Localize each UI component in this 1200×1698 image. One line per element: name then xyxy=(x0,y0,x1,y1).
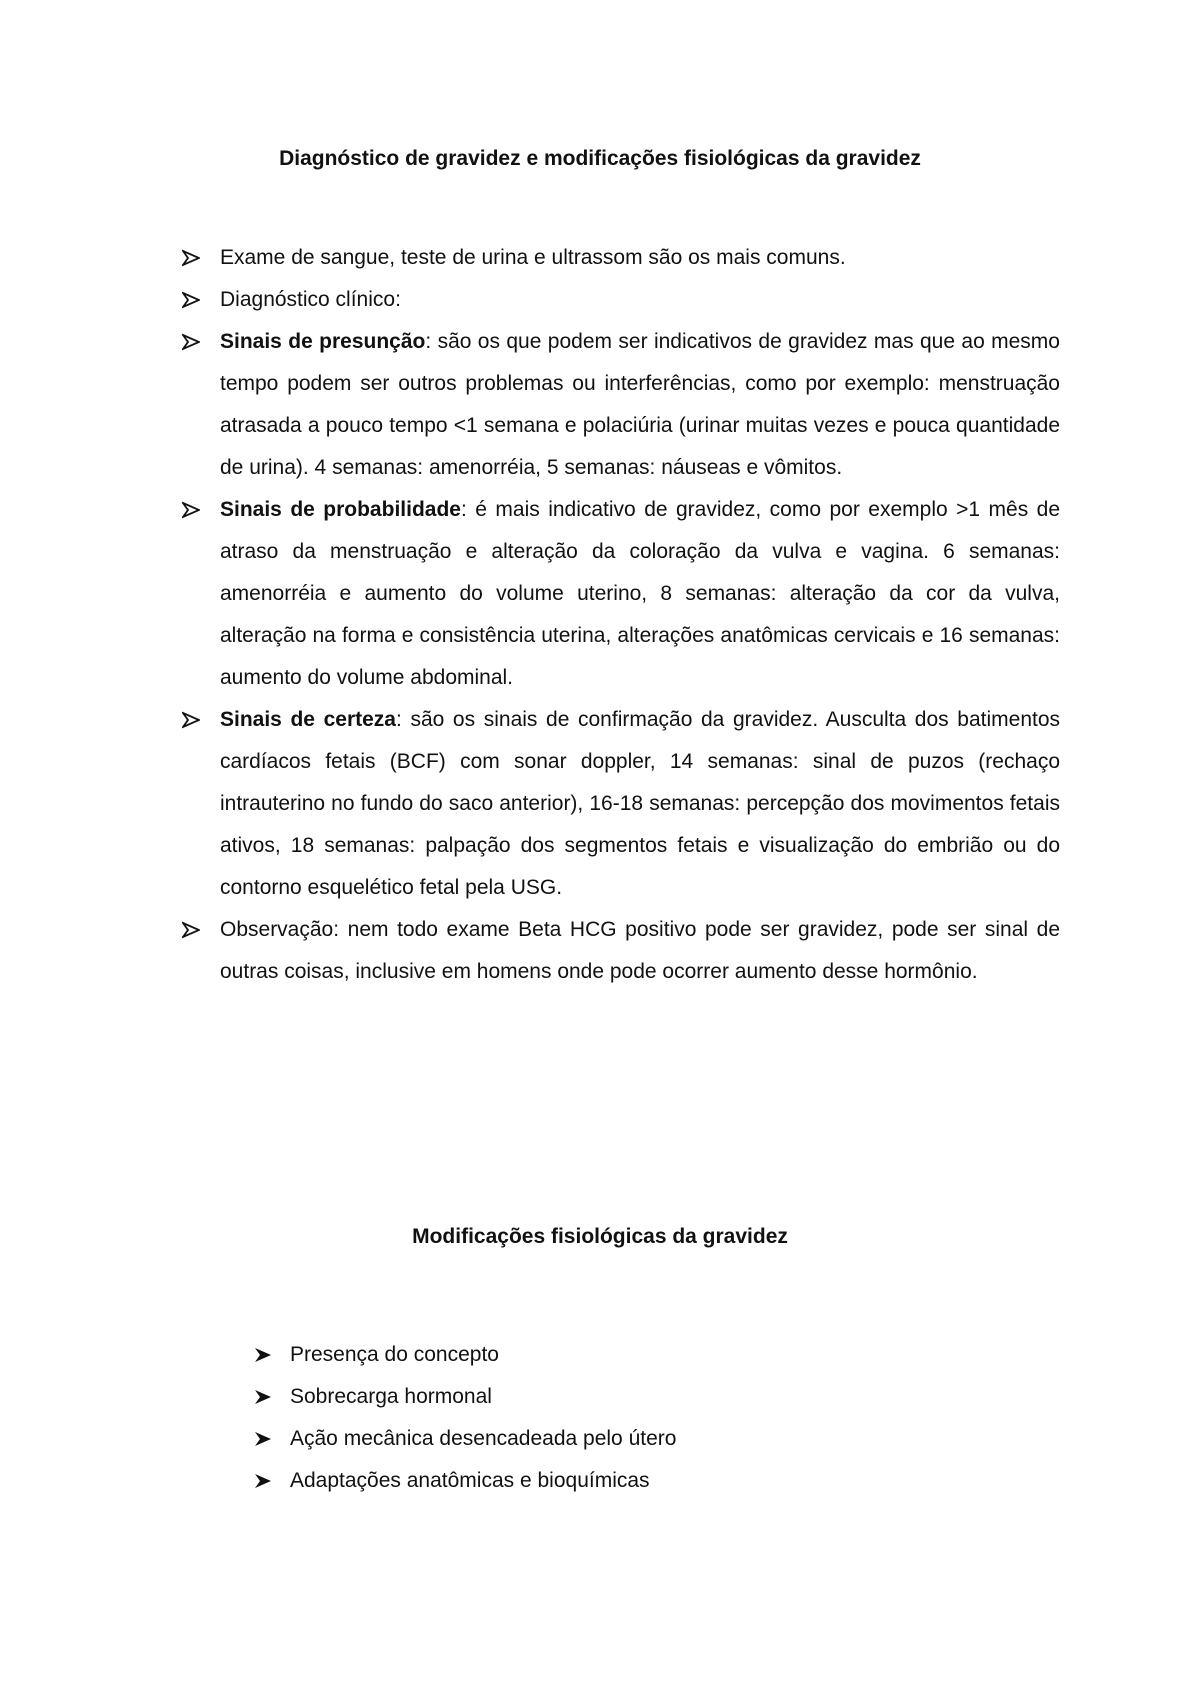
list-item xyxy=(182,321,1060,489)
item-lead: Sinais de certeza xyxy=(220,708,396,731)
list-item xyxy=(182,237,1060,279)
item-text: Presença do concepto xyxy=(290,1343,499,1366)
diagnosis-list xyxy=(182,237,1060,993)
item-text: Observação: nem todo exame Beta HCG positivo pode ser gravidez, pode ser sinal de outras coisas, inclusive em homens onde pode ocorrer aumento desse hormônio. xyxy=(220,918,1060,983)
item-text: Sobrecarga hormonal xyxy=(290,1385,492,1408)
item-text: : são os que podem ser indicativos de gravidez mas que ao mesmo tempo podem ser outros problemas ou interferências, como por exemplo: menstruação atrasada a pouco tempo <1 semana e polaciúria (urinar muitas vezes e pouca quantidade de urina). 4 semanas: amenorréia, 5 semanas: náuseas e vômitos. xyxy=(220,330,1060,479)
list-item xyxy=(182,279,1060,321)
item-text: Ação mecânica desencadeada pelo útero xyxy=(290,1427,677,1450)
item-text: Adaptações anatômicas e bioquímicas xyxy=(290,1469,650,1492)
arrowhead-bullet-icon xyxy=(254,1346,272,1364)
arrowhead-bullet-icon xyxy=(182,333,200,351)
item-lead: Sinais de presunção xyxy=(220,330,426,353)
modifications-list xyxy=(254,1334,954,1502)
list-item xyxy=(182,489,1060,699)
arrowhead-bullet-icon xyxy=(254,1388,272,1406)
arrowhead-bullet-icon xyxy=(182,291,200,309)
arrowhead-bullet-icon xyxy=(254,1430,272,1448)
arrowhead-bullet-icon xyxy=(254,1472,272,1490)
item-text: Diagnóstico clínico: xyxy=(220,288,401,311)
arrowhead-bullet-icon xyxy=(182,711,200,729)
item-text: : são os sinais de confirmação da gravidez. Ausculta dos batimentos cardíacos fetais (BCF) com sonar doppler, 14 semanas: sinal de puzos (rechaço intrauterino no fundo do saco anterior), 16-18 semanas: percepção dos movimentos fetais ativos, 18 semanas: palpação dos segmentos fetais e visualização do embrião ou do contorno esquelético fetal pela USG. xyxy=(220,708,1061,899)
list-item xyxy=(182,699,1060,909)
section-title: Modificações fisiológicas da gravidez xyxy=(412,1225,788,1248)
item-text: : é mais indicativo de gravidez, como por exemplo >1 mês de atraso da menstruação e alteração da coloração da vulva e vagina. 6 semanas: amenorréia e aumento do volume uterino, 8 semanas: alteração da cor da vulva, alteração na forma e consistência uterina, alterações anatômicas cervicais e 16 semanas: aumento do volume abdominal. xyxy=(220,498,1061,689)
list-item xyxy=(254,1418,954,1460)
arrowhead-bullet-icon xyxy=(182,249,200,267)
item-lead: Sinais de probabilidade xyxy=(220,498,461,521)
list-item xyxy=(254,1460,954,1502)
item-text: Exame de sangue, teste de urina e ultrassom são os mais comuns. xyxy=(220,246,846,269)
list-item xyxy=(182,909,1060,993)
document-title: Diagnóstico de gravidez e modificações fisiológicas da gravidez xyxy=(279,147,921,170)
list-item xyxy=(254,1376,954,1418)
list-item xyxy=(254,1334,954,1376)
arrowhead-bullet-icon xyxy=(182,921,200,939)
arrowhead-bullet-icon xyxy=(182,501,200,519)
